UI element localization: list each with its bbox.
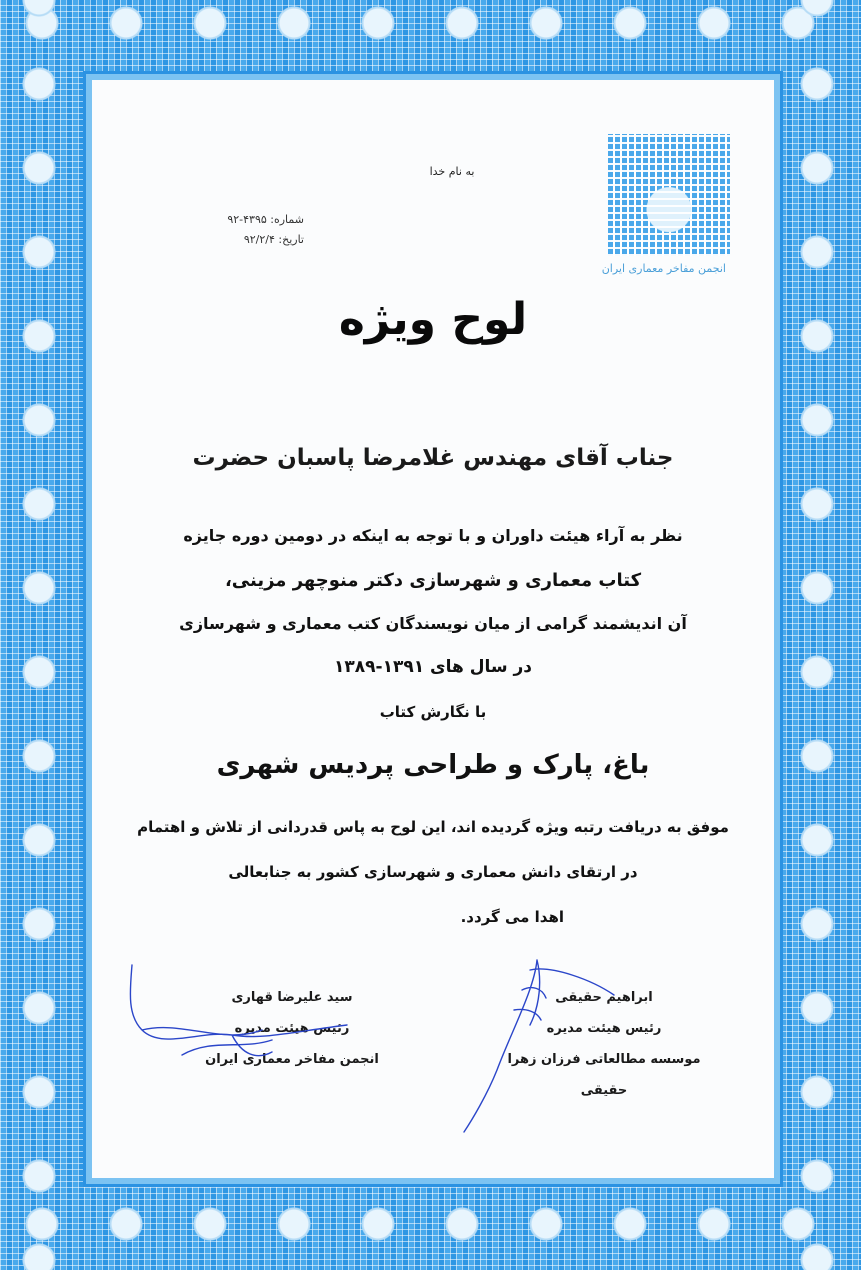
book-title: باغ، پارک و طراحی پردیس شهری: [216, 750, 650, 780]
closing-line-1: موفق به دریافت رتبه ویژه گردیده اند، این لوح به پاس قدردانی از تلاش و اهتمام: [137, 818, 729, 836]
signatory-right-role: رئیس هیئت مدیره: [546, 1021, 662, 1036]
closing-line-3: اهدا می گردد.: [460, 908, 564, 926]
reference-date: تاریخ: ۹۲/۲/۴: [243, 233, 304, 246]
signatory-left-role: رئیس هیئت مدیره: [234, 1021, 350, 1036]
basmala: به نام خدا: [429, 165, 475, 178]
body-line-4: در سال های ۱۳۹۱-۱۳۸۹: [334, 657, 532, 677]
signatory-left-name: سید علیرضا قهاری: [231, 990, 353, 1005]
border-circles-top: [0, 2, 861, 44]
reference-number: شماره: ۴۳۹۵-۹۲: [227, 213, 304, 226]
signatory-left: [182, 982, 402, 1075]
signatory-left-org: انجمن مفاخر معماری ایران: [205, 1052, 379, 1067]
body-line-3: آن اندیشمند گرامی از میان نویسندگان کتب معماری و شهرسازی: [179, 614, 687, 633]
border-circles-bottom: [0, 1203, 861, 1245]
reference-block: [154, 210, 304, 250]
signatory-right: [484, 982, 724, 1106]
border-circles-left: [18, 0, 60, 1270]
body-line-5: با نگارش کتاب: [379, 703, 487, 721]
association-logo: [608, 134, 730, 256]
closing-line-2: در ارتقای دانش معماری و شهرسازی کشور به جنابعالی: [228, 863, 638, 881]
signatory-right-name: ابراهیم حقیقی: [555, 990, 653, 1005]
border-circles-right: [796, 0, 838, 1270]
body-line-2: کتاب معماری و شهرسازی دکتر منوچهر مزینی،: [224, 570, 642, 591]
logo-caption: انجمن مفاخر معماری ایران: [601, 262, 726, 275]
certificate-title: لوح ویژه: [338, 294, 528, 345]
certificate-content: [92, 80, 774, 1178]
signatory-right-org: موسسه مطالعاتی فرزان زهرا حقیقی: [507, 1052, 701, 1098]
recipient-name: جناب آقای مهندس غلامرضا پاسبان حضرت: [192, 445, 674, 471]
body-line-1: نظر به آراء هیئت داوران و با توجه به اینکه در دومین دوره جایزه: [183, 526, 683, 545]
